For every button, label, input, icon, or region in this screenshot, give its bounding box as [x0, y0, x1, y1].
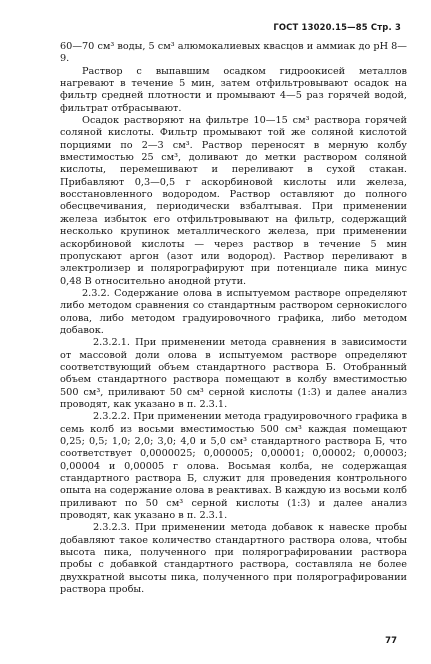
document-body: [60, 41, 407, 596]
section-2-3-2-1: 2.3.2.1. При применении метода сравнения в зависимости от массовой доли олова в испытуемом растворе определяют соответствующий объем стандартного раствора Б. Отобранный объем стандартного раствора помещают в колбу вместимостью 500 см³, приливают 50 см³ серной кислоты (1:3) и далее анализ проводят, как указано в п. 2.3.1.: [60, 337, 407, 410]
section-2-3-2-3: 2.3.2.3. При применении метода добавок к навеске пробы добавляют такое количество стандартного раствора олова, чтобы высота пика, полученного при полярографировании раствора пробы с добавкой стандартного раствора, составляла не более двухкратной высоты пика, полученного при полярографировании раствора пробы.: [60, 522, 407, 596]
page-number: 77: [385, 636, 397, 646]
standard-header: ГОСТ 13020.15—85 Стр. 3: [273, 22, 401, 32]
section-2-3-2-2: 2.3.2.2. При применении метода градуировочного графика в семь колб из восьми вместимостью 500 см³ каждая помещают 0,25; 0,5; 1,0; 2,0; 3,0; 4,0 и 5,0 см³ стандартного раствора Б, что соответствует 0,0000025; 0,000005; 0,00001; 0,00002; 0,00003; 0,00004 и 0,00005 г олова. Восьмая колба, не содержащая стандартного раствора Б, служит для проведения контрольного опыта на содержание олова в реактивах. В каждую из восьми колб приливают по 50 см³ серной кислоты (1:3) и далее анализ проводят, как указано в п. 2.3.1.: [60, 411, 407, 522]
paragraph-precipitate: Раствор с выпавшим осадком гидроокисей металлов нагревают в течение 5 мин, затем отфильтровывают осадок на фильтр средней плотности и промывают 4—5 раз горячей водой, фильтрат отбрасывают.: [60, 65, 407, 114]
section-2-3-2: 2.3.2. Содержание олова в испытуемом растворе определяют либо методом сравнения со стандартным раствором сернокислого олова, либо методом градуировочного графика, либо методом добавок.: [60, 287, 407, 336]
paragraph-dissolution: Осадок растворяют на фильтре 10—15 см³ раствора горячей соляной кислоты. Фильтр промывают той же соляной кислотой порциями по 2—3 см³. Раствор переносят в мерную колбу вместимостью 25 см³, доливают до метки раствором соляной кислоты, перемешивают и переливают в сухой стакан. Прибавляют 0,3—0,5 г аскорбиновой кислоты или железа, восстановленного водородом. Раствор оставляют до полного обесцвечивания, периодически взбалтывая. При применении железа избыток его отфильтровывают на фильтр, содержащий несколько крупинок металлического железа, при применении аскорбиновой кислоты — через раствор в течение 5 мин пропускают аргон (азот или водород). Раствор переливают в электролизер и полярографируют при потенциале пика минус 0,48 В относительно анодной ртути.: [60, 115, 407, 287]
paragraph-continuation: 60—70 см³ воды, 5 см³ алюмокалиевых квасцов и аммиак до pH 8—9.: [60, 41, 407, 65]
